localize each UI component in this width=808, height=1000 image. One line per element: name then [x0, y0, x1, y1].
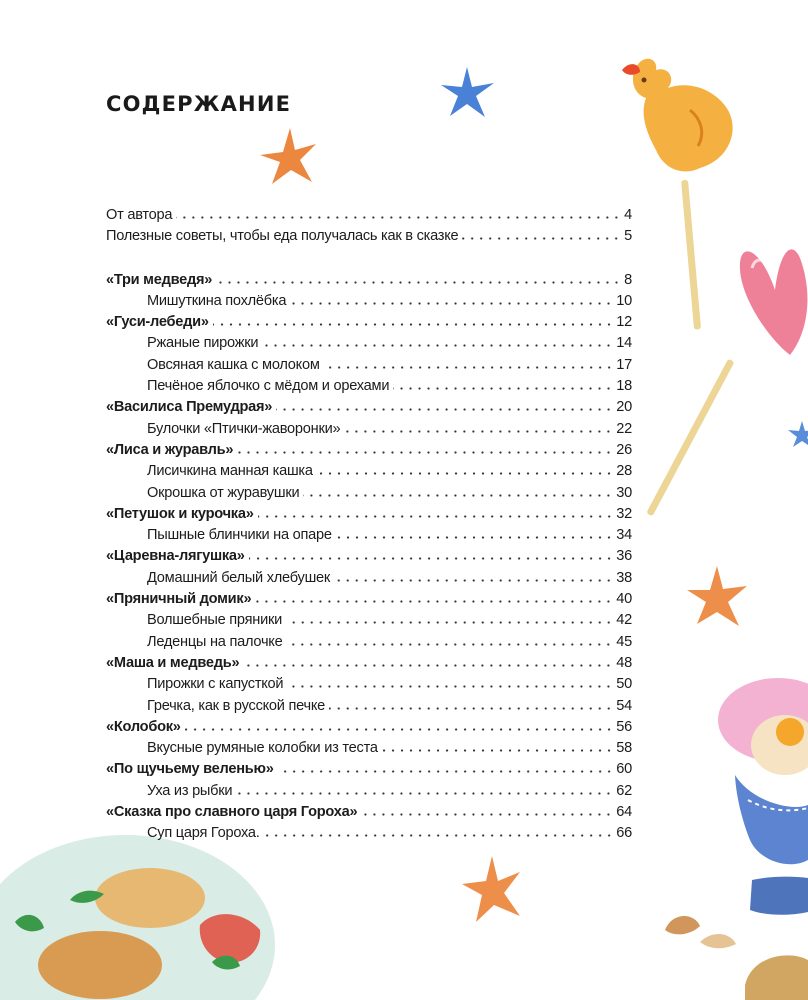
egg-cup-icon: [718, 678, 808, 915]
dot-leader: [344, 430, 613, 433]
toc-entry[interactable]: [106, 781, 632, 802]
dot-leader: [236, 792, 613, 795]
dot-leader: [303, 494, 613, 497]
toc-entry-label: Мишуткина похлёбка: [147, 292, 287, 309]
dot-leader: [249, 557, 614, 560]
dot-leader: [278, 770, 614, 773]
toc-entry-page: 38: [616, 569, 632, 586]
toc-entry-page: 22: [616, 420, 632, 437]
toc-entry-label: Полезные советы, чтобы еда получалась как в сказке: [106, 228, 459, 245]
dot-leader: [287, 685, 613, 688]
toc-entry-label: Окрошка от журавушки: [147, 484, 300, 501]
toc-entry-label: Пышные блинчики на опаре: [147, 527, 332, 544]
toc-entry-page: 36: [616, 548, 632, 565]
toc-entry-label: «Гуси-лебеди»: [106, 314, 209, 331]
dot-leader: [213, 323, 613, 326]
toc-entry-label: «Царевна-лягушка»: [106, 548, 245, 565]
heart-lollipop-icon: [646, 249, 807, 516]
dot-leader: [329, 707, 613, 710]
table-of-contents: [106, 205, 632, 845]
toc-entry[interactable]: [106, 226, 632, 247]
toc-entry[interactable]: [106, 696, 632, 717]
toc-entry[interactable]: [106, 632, 632, 653]
toc-entry[interactable]: [106, 419, 632, 440]
toc-entry[interactable]: [106, 270, 632, 291]
dot-leader: [393, 387, 613, 390]
dot-leader: [290, 302, 613, 305]
toc-entry-label: Овсяная кашка с молоком: [147, 356, 320, 373]
toc-entry-page: 20: [616, 399, 632, 416]
dot-leader: [243, 664, 613, 667]
toc-entry-page: 4: [624, 207, 632, 223]
toc-entry[interactable]: [106, 376, 632, 397]
toc-entry-page: 62: [616, 782, 632, 799]
blue-star-icon: [788, 421, 808, 447]
toc-entry-page: 34: [616, 527, 632, 544]
dot-leader: [286, 621, 613, 624]
toc-entry-label: «Маша и медведь»: [106, 654, 240, 671]
toc-entry[interactable]: [106, 333, 632, 354]
dot-leader: [462, 237, 621, 240]
toc-entry-label: «Колобок»: [106, 718, 181, 735]
toc-entry[interactable]: [106, 525, 632, 546]
dot-leader: [258, 515, 614, 518]
toc-entry[interactable]: [106, 674, 632, 695]
toc-entry-page: 12: [616, 314, 632, 331]
toc-entry-page: 64: [616, 804, 632, 821]
toc-entry-page: 28: [616, 463, 632, 480]
toc-entry-label: От автора: [106, 207, 173, 223]
toc-entry[interactable]: [106, 759, 632, 780]
toc-entry-page: 54: [616, 697, 632, 714]
orange-star-icon: [462, 856, 520, 922]
toc-entry-label: Суп царя Гороха.: [147, 825, 260, 842]
toc-entry-label: «Сказка про славного царя Гороха»: [106, 804, 358, 821]
toc-entry-page: 50: [616, 676, 632, 693]
toc-entry[interactable]: [106, 291, 632, 312]
toc-entry[interactable]: [106, 568, 632, 589]
toc-entry[interactable]: [106, 440, 632, 461]
dot-leader: [382, 749, 614, 752]
dot-leader: [185, 728, 614, 731]
dot-leader: [176, 216, 621, 219]
toc-entry-page: 8: [624, 271, 632, 288]
toc-entry[interactable]: [106, 205, 632, 226]
dot-leader: [286, 643, 613, 646]
toc-entry-page: 30: [616, 484, 632, 501]
section-gap: [106, 248, 632, 270]
toc-entry-page: 40: [616, 591, 632, 608]
toc-entry-label: Вкусные румяные колобки из теста: [147, 740, 378, 757]
toc-entry-page: 60: [616, 761, 632, 778]
toc-entry-page: 5: [624, 228, 632, 245]
toc-entry[interactable]: [106, 610, 632, 631]
toc-entry-label: Гречка, как в русской печке: [147, 697, 326, 714]
toc-entry-label: Лисичкина манная кашка: [147, 463, 313, 480]
toc-entry-label: Леденцы на палочке: [147, 633, 283, 650]
toc-entry-page: 32: [616, 505, 632, 522]
dot-leader: [317, 472, 614, 475]
orange-star-icon: [260, 128, 316, 184]
toc-entry[interactable]: [106, 802, 632, 823]
rooster-lollipop-icon: [622, 59, 733, 330]
toc-entry[interactable]: [106, 823, 632, 844]
toc-entry-page: 42: [616, 612, 632, 629]
toc-entry[interactable]: [106, 397, 632, 418]
toc-entry-page: 56: [616, 718, 632, 735]
dot-leader: [276, 408, 613, 411]
toc-entry-page: 26: [616, 441, 632, 458]
toc-entry-label: «Лиса и журавль»: [106, 441, 234, 458]
toc-entry-page: 18: [616, 378, 632, 395]
dot-leader: [361, 813, 613, 816]
toc-entry-label: Уха из рыбки: [147, 782, 233, 799]
dot-leader: [262, 344, 613, 347]
toc-entry-label: Ржаные пирожки: [147, 335, 259, 352]
toc-entry[interactable]: [106, 738, 632, 759]
toc-entry-page: 10: [616, 292, 632, 309]
toc-entry-label: Печёное яблочко с мёдом и орехами: [147, 378, 390, 395]
toc-entry[interactable]: [106, 717, 632, 738]
dot-leader: [324, 366, 614, 369]
toc-entry[interactable]: [106, 653, 632, 674]
toc-entry[interactable]: [106, 461, 632, 482]
toc-entry-page: 45: [616, 633, 632, 650]
toc-entry-page: 48: [616, 654, 632, 671]
orange-star-icon: [687, 566, 747, 626]
toc-entry[interactable]: [106, 546, 632, 567]
toc-entry-label: «Петушок и курочка»: [106, 505, 254, 522]
dot-leader: [255, 600, 613, 603]
toc-entry-label: Булочки «Птички-жаворонки»: [147, 420, 341, 437]
toc-entry[interactable]: [106, 504, 632, 525]
toc-entry-label: «Три медведя»: [106, 271, 213, 288]
toc-entry-label: Пирожки с капусткой: [147, 676, 284, 693]
toc-entry-label: «По щучьему веленью»: [106, 761, 274, 778]
bread-crumbs-icon: [665, 916, 808, 1000]
toc-entry-page: 66: [616, 825, 632, 842]
toc-entry[interactable]: [106, 483, 632, 504]
dot-leader: [216, 281, 621, 284]
toc-entry-page: 58: [616, 740, 632, 757]
toc-entry[interactable]: [106, 355, 632, 376]
toc-entry-label: «Пряничный домик»: [106, 591, 252, 608]
dot-leader: [336, 536, 613, 539]
toc-entry-label: «Василиса Премудрая»: [106, 399, 273, 416]
pies-plate-icon: [0, 835, 275, 1000]
dot-leader: [237, 451, 613, 454]
dot-leader: [264, 834, 614, 837]
page-title: СОДЕРЖАНИЕ: [106, 92, 292, 116]
toc-entry[interactable]: [106, 312, 632, 333]
toc-entry[interactable]: [106, 589, 632, 610]
dot-leader: [334, 579, 613, 582]
toc-entry-label: Волшебные пряники: [147, 612, 283, 629]
toc-entry-page: 14: [616, 335, 632, 352]
toc-entry-label: Домашний белый хлебушек: [147, 569, 331, 586]
blue-star-icon: [441, 67, 494, 117]
toc-entry-page: 17: [616, 356, 632, 373]
